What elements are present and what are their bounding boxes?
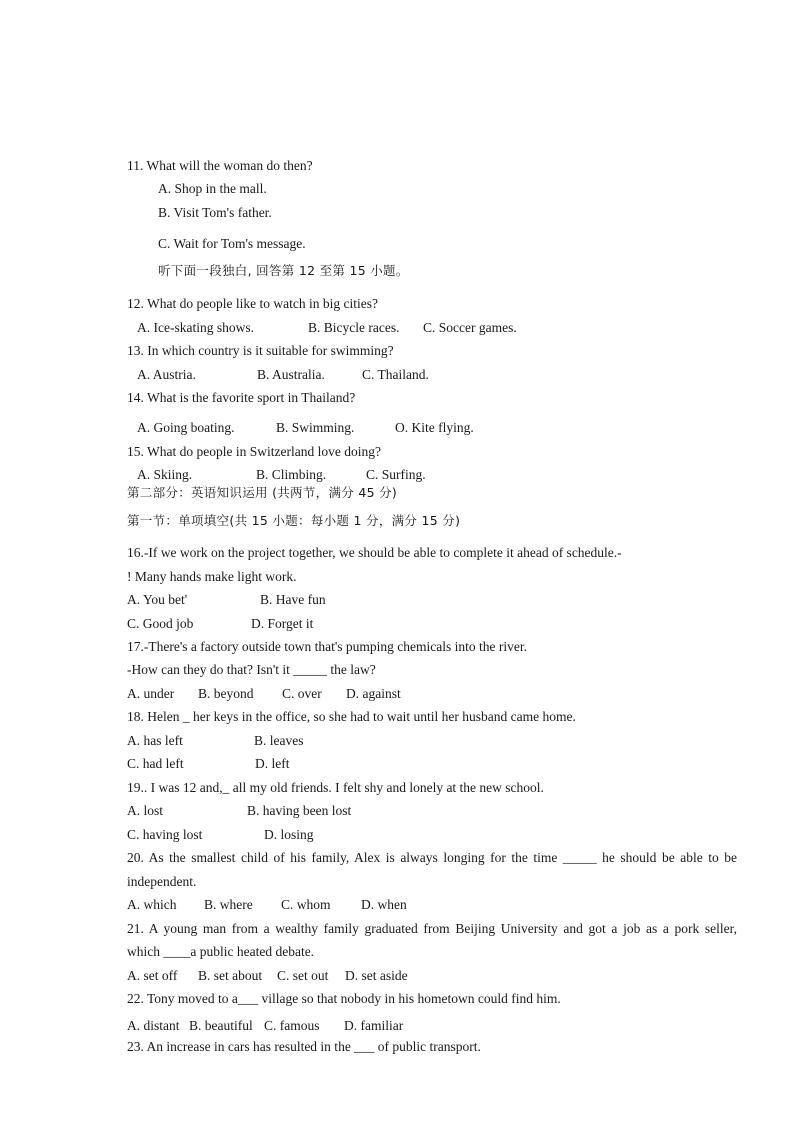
question-12-option-b: B. Bicycle races. [308,320,400,335]
question-17-option-b: B. beyond [198,686,254,701]
question-19-stem: 19.. I was 12 and,_ all my old friends. I felt shy and lonely at the new school. [127,780,544,795]
question-18-option-c: C. had left [127,756,184,771]
question-18-option-a: A. has left [127,733,183,748]
question-16-line-1: 16.-If we work on the project together, we should be able to complete it ahead of schedule.- [127,545,622,560]
question-11-stem: 11. What will the woman do then? [127,158,313,173]
question-17-option-d: D. against [346,686,401,701]
question-17-line-1: 17.-There's a factory outside town that's pumping chemicals into the river. [127,639,528,654]
question-14-stem: 14. What is the favorite sport in Thailand? [127,390,356,405]
question-19-option-b: B. having been lost [247,803,352,818]
question-16-option-d: D. Forget it [251,616,314,631]
question-22-option-a: A. distant [127,1018,180,1033]
question-15-option-c: C. Surfing. [366,467,426,482]
question-18-option-b: B. leaves [254,733,304,748]
question-14-option-b: B. Swimming. [276,420,355,435]
question-11-option-b: B. Visit Tom's father. [158,205,272,220]
question-21-option-a: A. set off [127,968,178,983]
question-20-option-d: D. when [361,897,407,912]
question-16-option-a: A. You bet' [127,592,188,607]
question-19-option-a: A. lost [127,803,164,818]
question-15-stem: 15. What do people in Switzerland love doing? [127,444,381,459]
question-12-stem: 12. What do people like to watch in big cities? [127,296,378,311]
question-17-option-c: C. over [282,686,322,701]
question-23-stem: 23. An increase in cars has resulted in the ___ of public transport. [127,1039,481,1054]
question-22-option-b: B. beautiful [189,1018,253,1033]
question-13-option-b: B. Australia. [257,367,325,382]
question-12-option-a: A. Ice-skating shows. [137,320,254,335]
question-14-option-c: O. Kite flying. [395,420,474,435]
question-21-option-c: C. set out [277,968,329,983]
question-11-option-a: A. Shop in the mall. [158,181,267,196]
question-21-line-2: which ____a public heated debate. [127,944,315,959]
question-20-option-c: C. whom [281,897,331,912]
question-14-option-a: A. Going boating. [137,420,235,435]
question-13-option-a: A. Austria. [137,367,196,382]
question-13-stem: 13. In which country is it suitable for swimming? [127,343,394,358]
question-20-line-2: independent. [127,874,197,889]
question-22-option-c: C. famous [264,1018,320,1033]
question-18-stem: 18. Helen _ her keys in the office, so she had to wait until her husband came home. [127,709,576,724]
question-15-option-b: B. Climbing. [256,467,327,482]
question-22-stem: 22. Tony moved to a___ village so that nobody in his hometown could find him. [127,991,561,1006]
question-17-line-2: -How can they do that? Isn't it _____ the law? [127,662,376,677]
question-21-option-b: B. set about [198,968,263,983]
question-20-line-1: 20. As the smallest child of his family, Alex is always longing for the time _____ he should be able to be [127,850,737,865]
question-13-option-c: C. Thailand. [362,367,429,382]
question-16-option-b: B. Have fun [260,592,326,607]
part-2-heading: 第二部分：英语知识运用 (共两节，满分 45 分) [127,485,398,500]
question-12-option-c: C. Soccer games. [423,320,517,335]
question-21-line-1: 21. A young man from a wealthy family graduated from Beijing University and got a job as a pork seller, [127,921,737,936]
question-21-option-d: D. set aside [345,968,408,983]
question-19-option-c: C. having lost [127,827,203,842]
question-22-option-d: D. familiar [344,1018,404,1033]
question-11-option-c: C. Wait for Tom's message. [158,236,306,251]
question-16-option-c: C. Good job [127,616,194,631]
section-1-heading: 第一节：单项填空(共 15 小题：每小题 1 分，满分 15 分) [127,513,461,528]
question-19-option-d: D. losing [264,827,314,842]
question-15-option-a: A. Skiing. [137,467,193,482]
monologue-instruction: 听下面一段独白, 回答第 12 至第 15 小题。 [158,263,409,278]
question-16-line-2: ! Many hands make light work. [127,569,297,584]
question-18-option-d: D. left [255,756,290,771]
question-20-option-a: A. which [127,897,177,912]
question-20-option-b: B. where [204,897,253,912]
question-17-option-a: A. under [127,686,175,701]
